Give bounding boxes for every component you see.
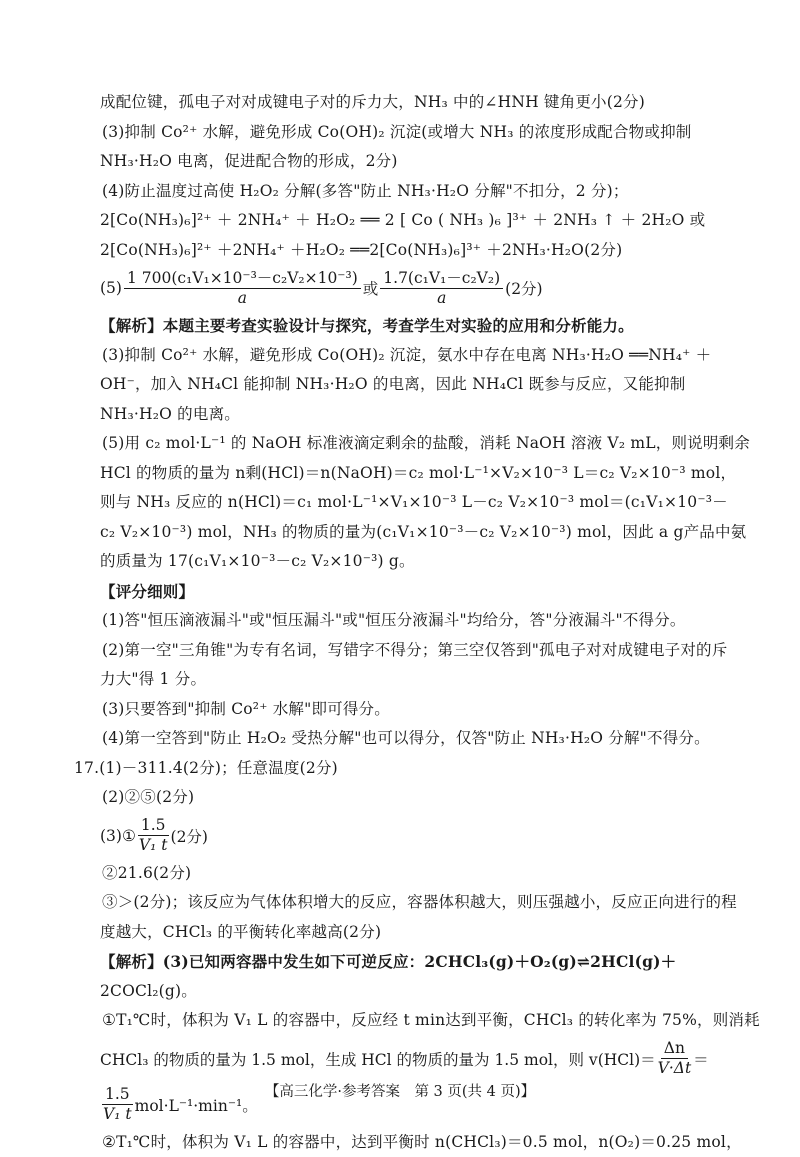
text-line: 的质量为 17(c₁V₁×10⁻³－c₂ V₂×10⁻³) g。	[100, 547, 740, 577]
fraction-denominator: V₁ t	[103, 1105, 132, 1124]
text-line: (3)只要答到"抑制 Co²⁺ 水解"即可得分。	[100, 695, 740, 725]
fraction-numerator: 1.5	[102, 1085, 133, 1105]
fraction-denominator: V·Δt	[658, 1059, 692, 1078]
fraction-denominator: a	[437, 289, 446, 308]
scoring-heading: 【评分细则】	[100, 577, 740, 607]
formula-suffix: (2分)	[505, 277, 542, 299]
equation-line: 2[Co(NH₃)₆]²⁺ ＋2NH₄⁺ ＋H₂O₂ ══2[Co(NH₃)₆]³⁺ ＋2NH₃·H₂O(2分)	[100, 236, 740, 266]
fraction	[138, 816, 169, 855]
text-line: ③＞(2分)；该反应为气体体积增大的反应，容器体积越大，则压强越小，反应正向进行的程	[100, 888, 740, 918]
text-line: ②T₁℃时，体积为 V₁ L 的容器中，达到平衡时 n(CHCl₃)＝0.5 mol，n(O₂)＝0.25 mol，	[100, 1128, 740, 1157]
analysis-heading: 【解析】(3)已知两容器中发生如下可逆反应：2CHCl₃(g)＋O₂(g)⇌2HCl(g)＋	[100, 947, 740, 977]
formula-line	[100, 1036, 740, 1082]
fraction-numerator: 1 700(c₁V₁×10⁻³－c₂V₂×10⁻³)	[124, 269, 361, 289]
text-line: (4)防止温度过高使 H₂O₂ 分解(多答"防止 NH₃·H₂O 分解"不扣分，2 分)；	[100, 177, 740, 207]
question-17-line: 17.(1)－311.4(2分)；任意温度(2分)	[74, 754, 740, 784]
text-line: (2)第一空"三角锥"为专有名词，写错字不得分；第三空仅答到"孤电子对对成键电子对的斥	[100, 636, 740, 666]
fraction-numerator: 1.5	[138, 816, 169, 836]
text-line: NH₃·H₂O 的电离。	[100, 400, 740, 430]
text-line: (3)抑制 Co²⁺ 水解，避免形成 Co(OH)₂ 沉淀(或增大 NH₃ 的浓度形成配合物或抑制	[100, 118, 740, 148]
text-line: 2COCl₂(g)。	[100, 977, 740, 1007]
formula-line	[100, 265, 740, 311]
text-line: 则与 NH₃ 反应的 n(HCl)＝c₁ mol·L⁻¹×V₁×10⁻³ L－c₂ V₂×10⁻³ mol＝(c₁V₁×10⁻³－	[100, 488, 740, 518]
text-line: (4)第一空答到"防止 H₂O₂ 受热分解"也可以得分，仅答"防止 NH₃·H₂O 分解"不得分。	[100, 724, 740, 754]
text-line: ①T₁℃时，体积为 V₁ L 的容器中，反应经 t min达到平衡，CHCl₃ 的转化率为 75%，则消耗	[100, 1006, 740, 1036]
formula-suffix: ＝	[693, 1048, 709, 1070]
text-line: 力大"得 1 分。	[100, 665, 740, 695]
fraction-denominator: V₁ t	[139, 836, 168, 855]
formula-prefix: (3)①	[100, 827, 136, 845]
text-line: (5)用 c₂ mol·L⁻¹ 的 NaOH 标准液滴定剩余的盐酸，消耗 NaOH 溶液 V₂ mL，则说明剩余	[100, 429, 740, 459]
fraction-numerator: 1.7(c₁V₁－c₂V₂)	[380, 269, 503, 289]
formula-suffix: mol·L⁻¹·min⁻¹。	[135, 1094, 258, 1116]
formula-or: 或	[363, 277, 379, 299]
text-line: (1)答"恒压滴液漏斗"或"恒压漏斗"或"恒压分液漏斗"均给分，答"分液漏斗"不得分。	[100, 606, 740, 636]
text-line: NH₃·H₂O 电离，促进配合物的形成，2分)	[100, 147, 740, 177]
answer-content	[100, 88, 740, 1157]
text-line: OH⁻，加入 NH₄Cl 能抑制 NH₃·H₂O 的电离，因此 NH₄Cl 既参与反应，又能抑制	[100, 370, 740, 400]
equation-line: 2[Co(NH₃)₆]²⁺ ＋ 2NH₄⁺ ＋ H₂O₂ ══ 2 [ Co ( NH₃ )₆ ]³⁺ ＋ 2NH₃ ↑ ＋ 2H₂O 或	[100, 206, 740, 236]
formula-line	[100, 813, 740, 859]
fraction	[380, 269, 503, 308]
fraction	[124, 269, 361, 308]
page-footer: 【高三化学·参考答案 第 3 页(共 4 页)】	[0, 1080, 800, 1101]
text-line: ②21.6(2分)	[100, 859, 740, 889]
text-line: 度越大，CHCl₃ 的平衡转化率越高(2分)	[100, 918, 740, 948]
formula-prefix: CHCl₃ 的物质的量为 1.5 mol，生成 HCl 的物质的量为 1.5 mol，则 v(HCl)＝	[100, 1048, 656, 1070]
text-line: 成配位键，孤电子对对成键电子对的斥力大，NH₃ 中的∠HNH 键角更小(2分)	[100, 88, 740, 118]
text-line: HCl 的物质的量为 n剩(HCl)＝n(NaOH)＝c₂ mol·L⁻¹×V₂×10⁻³ L＝c₂ V₂×10⁻³ mol，	[100, 459, 740, 489]
text-line: (3)抑制 Co²⁺ 水解，避免形成 Co(OH)₂ 沉淀，氨水中存在电离 NH₃·H₂O ══NH₄⁺ ＋	[100, 341, 740, 371]
text-line: c₂ V₂×10⁻³) mol，NH₃ 的物质的量为(c₁V₁×10⁻³－c₂ V₂×10⁻³) mol，因此 a g产品中氨	[100, 518, 740, 548]
fraction	[658, 1039, 692, 1078]
formula-suffix: (2分)	[171, 825, 208, 847]
fraction-denominator: a	[238, 289, 247, 308]
text-line: (2)②⑤(2分)	[100, 783, 740, 813]
formula-prefix: (5)	[100, 279, 122, 297]
analysis-heading: 【解析】本题主要考查实验设计与探究，考查学生对实验的应用和分析能力。	[100, 311, 740, 341]
fraction-numerator: Δn	[661, 1039, 688, 1059]
